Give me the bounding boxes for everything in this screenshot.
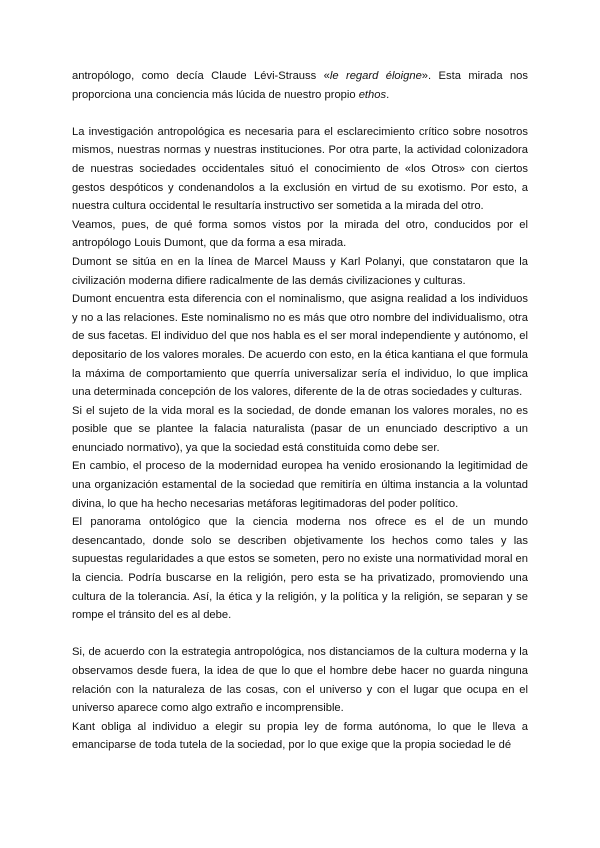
paragraph-gap xyxy=(72,104,528,123)
paragraph-6: Si el sujeto de la vida moral es la sociedad, de donde emanan los valores morales, no es posible que se plantee la falacia naturalista (pasar de un enunciado descriptivo a un enunciado normativo), ya que la sociedad está constituida como debe ser. xyxy=(72,404,528,454)
paragraph-1-text-a: antropólogo, como decía Claude Lévi-Strauss « xyxy=(72,70,330,82)
paragraph-7: En cambio, el proceso de la modernidad europea ha venido erosionando la legitimidad de una organización estamental de la sociedad que remitiría en última instancia a la voluntad divina, lo que ha hecho necesarias metáforas legitimadoras del poder político. xyxy=(72,460,528,510)
paragraph-8: El panorama ontológico que la ciencia moderna nos ofrece es el de un mundo desencantado, donde solo se describen objetivamente los hechos como tales y las supuestas regularidades a que estos se someten, pero no existe una normatividad moral en la ciencia. Podría buscarse en la religión, pero esta se ha privatizado, promoviendo una cultura de la tolerancia. Así, la ética y la religión, y la política y la religión, se separan y se rompe el tránsito del es al debe. xyxy=(72,516,528,622)
paragraph-1-text-b: ». Esta mirada nos proporciona una conciencia más lúcida de nuestro propio xyxy=(72,70,528,101)
paragraph-1 xyxy=(72,67,528,104)
paragraph-5: Dumont encuentra esta diferencia con el nominalismo, que asigna realidad a los individuos y no a las relaciones. Este nominalismo no es más que otro nombre del individualismo, otra de sus facetas. El individuo del que nos habla es el ser moral independiente y autónomo, el depositario de los valores morales. De acuerdo con esto, en la ética kantiana el que formula la máxima de comportamiento que querría universalizar sería el individuo, lo que implica una determinada concepción de los valores, diferente de la de otras sociedades y culturas. xyxy=(72,293,528,399)
paragraph-2: La investigación antropológica es necesaria para el esclarecimiento crítico sobre nosotros mismos, nuestras normas y nuestras instituciones. Por otra parte, la actividad colonizadora de nuestras sociedades occidentales situó el conocimiento de «los Otros» con ciertos gestos despóticos y condenandolos a la exclusión en virtud de su exotismo. Por esto, a nuestra cultura occidental le resultaría instructivo ser sometida a la mirada del otro. xyxy=(72,125,528,213)
paragraph-3: Veamos, pues, de qué forma somos vistos por la mirada del otro, conducidos por el antropólogo Louis Dumont, que da forma a esa mirada. xyxy=(72,218,528,250)
italic-le-regard-eloigne: le regard éloigne xyxy=(329,70,422,82)
paragraph-10: Kant obliga al individuo a elegir su propia ley de forma autónoma, lo que le lleva a emanciparse de toda tutela de la sociedad, por lo que exige que la propia sociedad le dé xyxy=(72,720,528,752)
paragraph-4: Dumont se sitúa en en la línea de Marcel Mauss y Karl Polanyi, que constataron que la civilización moderna difiere radicalmente de las demás civilizaciones y culturas. xyxy=(72,255,528,287)
paragraph-gap xyxy=(72,625,528,644)
paragraph-1-text-c: . xyxy=(386,88,390,101)
paragraph-9: Si, de acuerdo con la estrategia antropológica, nos distanciamos de la cultura moderna y la observamos desde fuera, la idea de que lo que el hombre debe hacer no guarda ninguna relación con la naturaleza de las cosas, con el universo y con el lugar que ocupa en el universo aparece como algo extraño e incomprensible. xyxy=(72,646,528,715)
italic-ethos: ethos xyxy=(358,88,387,101)
